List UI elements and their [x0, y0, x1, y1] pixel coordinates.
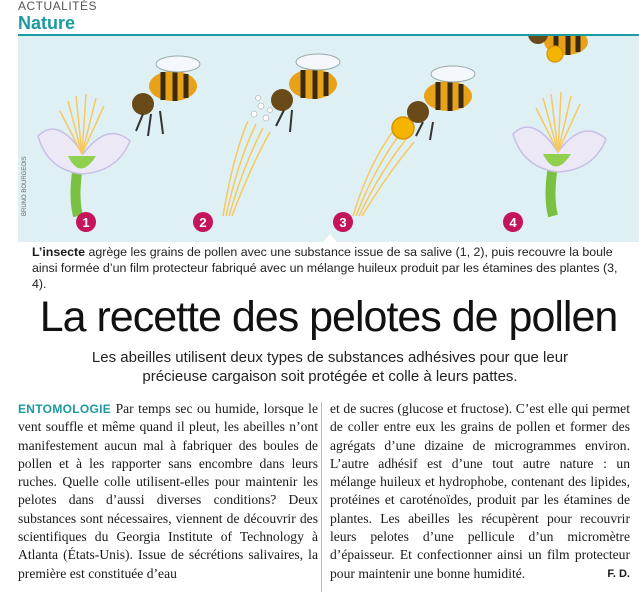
svg-text:1: 1: [82, 215, 90, 230]
bee-stage-3: [407, 66, 475, 140]
column-1-text: Par temps sec ou humide, lorsque le vent souffle et même quand il pleut, les abeilles n’ont manifestement aucun mal à fabriquer des boules de pollen et à les rapporter sans encombre dans leurs ruches. Quelle colle utilisent-elles pour maintenir les pelotes dans d’aussi diverses conditions? Deux substances sont nécessaires, viennent de découvrir des scientifiques du Georgia Institute of Technology à Atlanta (États-Unis). Issue de sécrétions salivaires, la première est constituée d’eau: [18, 401, 318, 581]
bee-stage-2: [271, 54, 340, 132]
illustration-panel: [18, 36, 639, 242]
svg-text:2: 2: [199, 215, 207, 230]
pollen-grains: [251, 96, 273, 122]
article-column-2: [330, 400, 630, 583]
author-signature: F. D.: [607, 567, 630, 580]
caption-lead: L’insecte: [32, 245, 86, 259]
kicker-label: ACTUALITÉS: [18, 0, 98, 13]
svg-text:3: 3: [339, 215, 347, 230]
column-divider: [321, 402, 322, 592]
step-badge-1: [76, 212, 96, 232]
photo-credit: BRUNO BOURGEOIS: [22, 156, 28, 216]
svg-text:4: 4: [509, 215, 517, 230]
section-title: Nature: [18, 13, 76, 33]
bee-pollen-illustration: [18, 36, 639, 242]
step-badge-2: [193, 212, 213, 232]
bee-stage-1: [132, 56, 200, 136]
stamens-stage-2: [223, 121, 270, 216]
column-2-text: et de sucres (glucose et fructose). C’est elle qui permet de coller entre eux les grains de pollen et former des agrégats d’une dizaine de microgrammes environ. L’autre adhésif est d’une tout autre nature : un mélange huileux et hydrophobe, contenant des lipides, protéines et caroténoïdes, produit par les étamines de plantes. Les abeilles les récupèrent pour recouvrir leurs pelotes d’une pellicule d’un micromètre d’épaisseur. Et confectionner ainsi un film protecteur pour maintenir une bonne humidité.: [330, 401, 630, 581]
stamens-stage-3: [353, 131, 414, 216]
step-badge-4: [503, 212, 523, 232]
article-column-1: [18, 400, 318, 583]
page-header: [18, 0, 639, 33]
article-headline: La recette des pelotes de pollen: [39, 293, 618, 341]
bee-stage-4: [528, 36, 588, 62]
flower-stage-4: [513, 92, 606, 216]
pollen-ball-stage-3: [392, 117, 414, 139]
illustration-caption: [32, 244, 630, 292]
flower-stage-1: [38, 94, 130, 216]
caption-pointer: [323, 234, 337, 242]
caption-text: agrège les grains de pollen avec une substance issue de sa salive (1, 2), puis recouvre la boule ainsi formée d’un film protecteur fabriqué avec un mélange huileux produit par les étamines des plantes (3, 4).: [32, 245, 618, 291]
article-deck: Les abeilles utilisent deux types de substances adhésives pour que leur précieuse cargaison soit protégée et colle à leurs pattes.: [91, 349, 569, 385]
step-badge-3: [333, 212, 353, 232]
article-tag: ENTOMOLOGIE: [18, 402, 112, 416]
